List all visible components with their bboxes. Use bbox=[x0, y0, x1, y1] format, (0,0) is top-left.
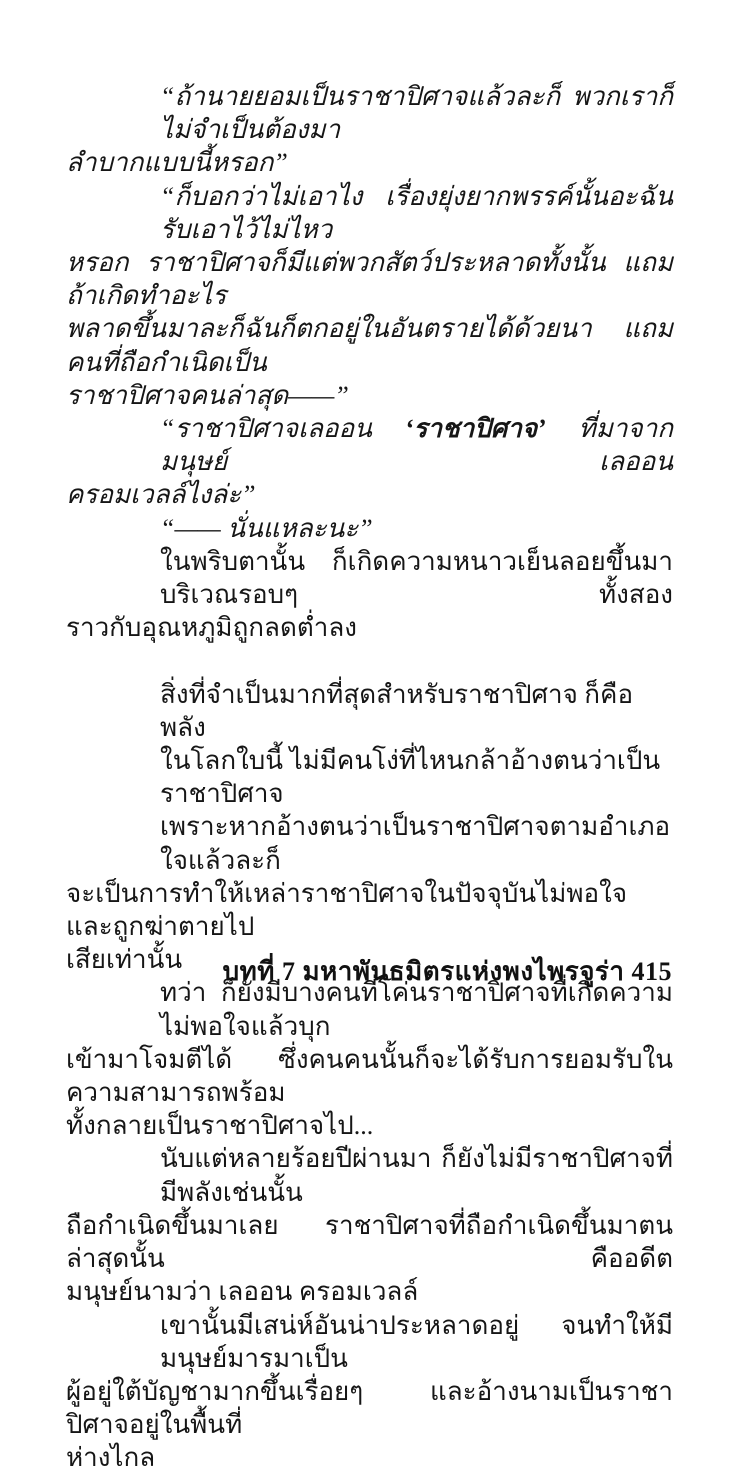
text-line: “ถ้านายยอมเป็นราชาปิศาจแล้วละก็ พวกเราก็ไม่จำเป็นต้องมา bbox=[160, 82, 673, 145]
text-line: ราวกับอุณหภูมิถูกลดต่ำลง bbox=[66, 613, 357, 643]
text-line: เพราะหากอ้างตนว่าเป็นราชาปิศาจตามอำเภอใจแล้วละก็ bbox=[160, 812, 671, 875]
text-line: ครอมเวลล์ไงล่ะ” bbox=[66, 480, 256, 510]
text-body bbox=[66, 80, 673, 1475]
emphasized-term: ‘ราชาปิศาจ’ bbox=[404, 414, 546, 444]
text-line: ทั้งกลายเป็นราชาปิศาจไป... bbox=[66, 1111, 374, 1141]
text-line: นับแต่หลายร้อยปีผ่านมา ก็ยังไม่มีราชาปิศาจที่มีพลังเช่นนั้น bbox=[160, 1144, 673, 1207]
paragraph bbox=[66, 80, 673, 180]
text-line: หรอก ราชาปิศาจก็มีแต่พวกสัตว์ประหลาดทั้งนั้น แถมถ้าเกิดทำอะไร bbox=[66, 248, 673, 311]
text-segment: “ราชาปิศาจเลออน bbox=[160, 414, 405, 444]
text-line: ผู้อยู่ใต้บัญชามากขึ้นเรื่อยๆ และอ้างนามเป็นราชาปิศาจอยู่ในพื้นที่ bbox=[66, 1376, 673, 1440]
paragraph-break bbox=[66, 644, 673, 677]
paragraph bbox=[66, 678, 673, 744]
text-line: สิ่งที่จำเป็นมากที่สุดสำหรับราชาปิศาจ ก็คือพลัง bbox=[160, 679, 634, 742]
text-line: ในโลกใบนี้ ไม่มีคนโง่ที่ไหนกล้าอ้างตนว่าเป็นราชาปิศาจ bbox=[160, 746, 661, 809]
text-line: ทว่า ก็ยังมีบางคนที่โค่นราชาปิศาจที่เกิดความไม่พอใจแล้วบุก bbox=[160, 978, 673, 1041]
text-segment: ที่มาจากมนุษย์ เลออน bbox=[160, 414, 674, 477]
text-line: “ก็บอกว่าไม่เอาไง เรื่องยุ่งยากพรรค์นั้นอะฉันรับเอาไว้ไม่ไหว bbox=[160, 181, 673, 244]
text-line: “—— นั่นแหละนะ” bbox=[160, 513, 373, 543]
paragraph bbox=[66, 545, 673, 645]
text-line: มนุษย์นามว่า เลออน ครอมเวลล์ bbox=[66, 1277, 419, 1307]
text-line: พลาดขึ้นมาละก็ฉันก็ตกอยู่ในอันตรายได้ด้วยนา แถมคนที่ถือกำเนิดเป็น bbox=[66, 314, 673, 377]
text-line: ลำบากแบบนี้หรอก” bbox=[66, 148, 288, 178]
paragraph bbox=[66, 1309, 673, 1475]
page-footer: บทที่ 7 มหาพันธมิตรแห่งพงไพรจูร่า 415 bbox=[222, 957, 672, 986]
paragraph bbox=[66, 1142, 673, 1308]
text-line: ในพริบตานั้น ก็เกิดความหนาวเย็นลอยขึ้นมาบริเวณรอบๆ ทั้งสอง bbox=[160, 546, 673, 610]
paragraph bbox=[66, 976, 673, 1142]
text-line bbox=[66, 412, 673, 478]
text-line: ราชาปิศาจคนล่าสุด——” bbox=[66, 380, 349, 410]
text-line: เสียเท่านั้น bbox=[66, 945, 183, 975]
text-line: เข้ามาโจมตีได้ ซึ่งคนคนนั้นก็จะได้รับการยอมรับในความสามารถพร้อม bbox=[66, 1044, 673, 1108]
text-line: ห่างไกล bbox=[66, 1443, 156, 1473]
paragraph bbox=[66, 744, 673, 810]
paragraph bbox=[66, 512, 673, 545]
text-line: เขานั้นมีเสน่ห์อันน่าประหลาดอยู่ จนทำให้มีมนุษย์มารมาเป็น bbox=[160, 1310, 673, 1373]
text-line: ถือกำเนิดขึ้นมาเลย ราชาปิศาจที่ถือกำเนิดขึ้นมาตนล่าสุดนั้น คืออดีต bbox=[66, 1210, 673, 1274]
paragraph bbox=[66, 412, 673, 512]
text-line: จะเป็นการทำให้เหล่าราชาปิศาจในปัจจุบันไม่พอใจและถูกฆ่าตายไป bbox=[66, 878, 628, 942]
paragraph bbox=[66, 180, 673, 412]
